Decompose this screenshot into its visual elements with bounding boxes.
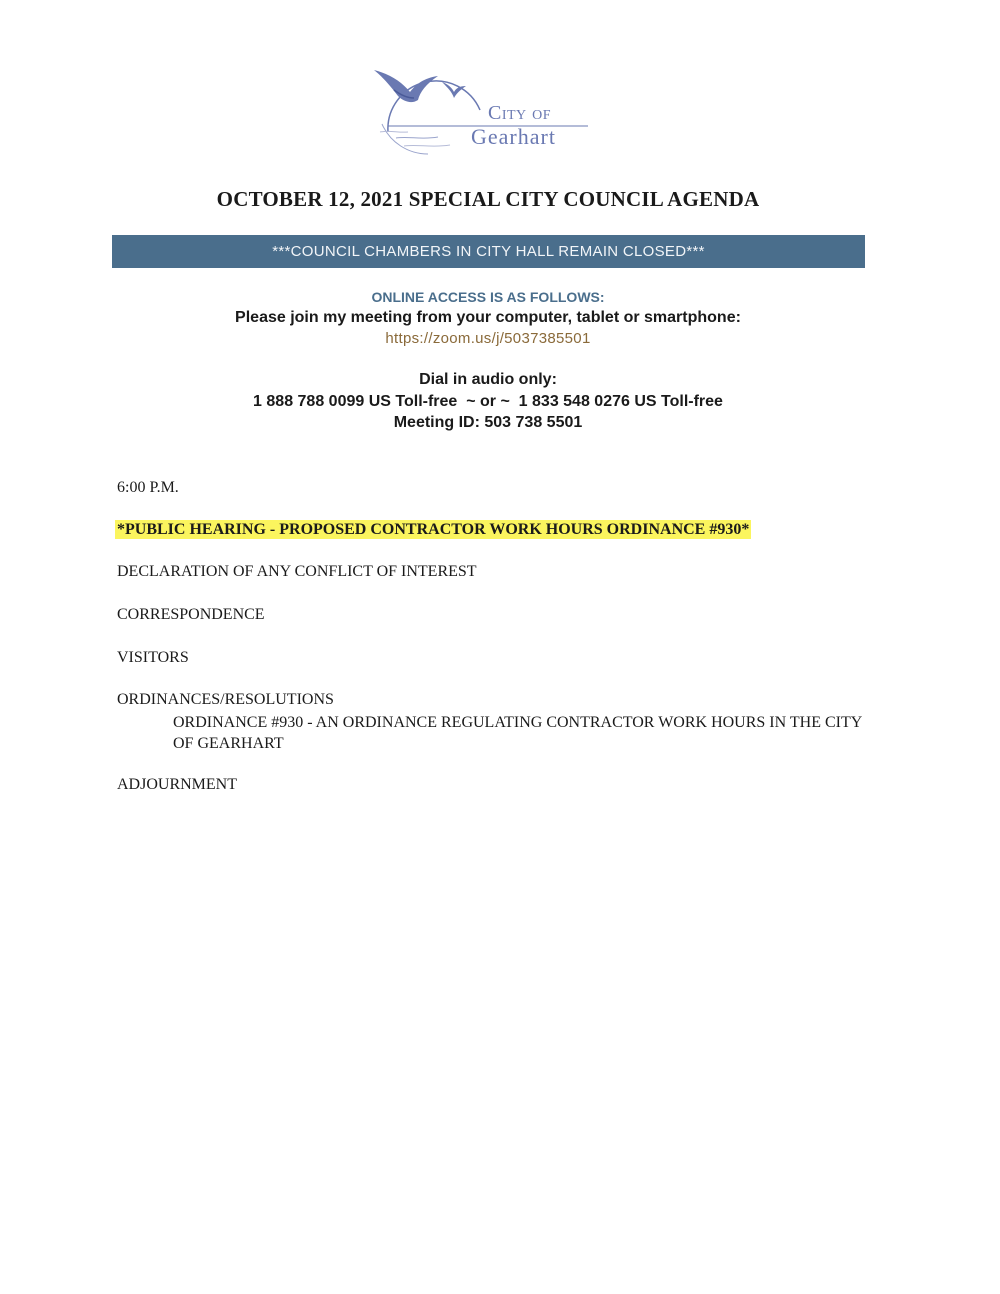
- dial-in-heading: Dial in audio only:: [419, 371, 557, 388]
- online-access-section: [0, 287, 976, 349]
- dial-in-numbers: 1 888 788 0099 US Toll-free ~ or ~ 1 833 548 0276 US Toll-free: [253, 392, 723, 410]
- agenda-subitem-ordinance-930: ORDINANCE #930 - AN ORDINANCE REGULATING CONTRACTOR WORK HOURS IN THE CITY OF GEARHART: [173, 714, 862, 752]
- logo-city-of: City of: [488, 102, 552, 124]
- agenda-item-ordinances: ORDINANCES/RESOLUTIONS: [117, 691, 334, 708]
- city-logo: [368, 62, 618, 162]
- page-title: OCTOBER 12, 2021 SPECIAL CITY COUNCIL AGENDA: [216, 187, 760, 211]
- dial-in-section: [0, 369, 976, 434]
- agenda-item-visitors: VISITORS: [117, 649, 189, 666]
- meeting-id: Meeting ID: 503 738 5501: [393, 414, 583, 431]
- agenda-item-adjournment: ADJOURNMENT: [117, 776, 237, 793]
- closure-banner: ***COUNCIL CHAMBERS IN CITY HALL REMAIN CLOSED***: [112, 235, 865, 268]
- logo-city-name: Gearhart: [471, 124, 556, 149]
- zoom-link[interactable]: https://zoom.us/j/5037385501: [385, 330, 591, 347]
- online-access-instruction: Please join my meeting from your computer, tablet or smartphone:: [235, 309, 741, 326]
- agenda-time: 6:00 P.M.: [117, 479, 179, 496]
- online-access-heading: ONLINE ACCESS IS AS FOLLOWS:: [371, 289, 605, 305]
- public-hearing-highlight: *PUBLIC HEARING - PROPOSED CONTRACTOR WORK HOURS ORDINANCE #930*: [117, 521, 750, 538]
- agenda-item-correspondence: CORRESPONDENCE: [117, 606, 265, 623]
- agenda-item-conflict: DECLARATION OF ANY CONFLICT OF INTEREST: [117, 563, 477, 580]
- agenda-item-public-hearing: [117, 521, 751, 539]
